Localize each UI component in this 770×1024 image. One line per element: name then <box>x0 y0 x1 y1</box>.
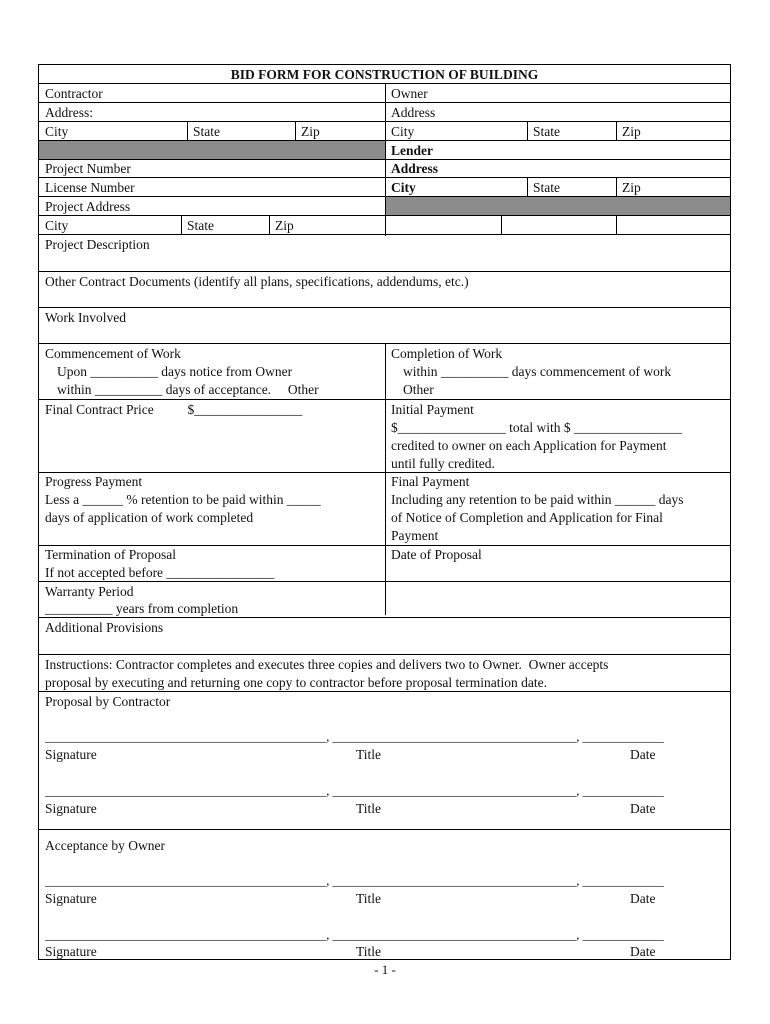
owner-zip-label: Zip <box>622 124 641 139</box>
contractor-date-label-2: Date <box>630 801 656 816</box>
lender-address-label: Address <box>391 161 439 176</box>
contractor-label: Contractor <box>45 86 103 101</box>
owner-title-label-2: Title <box>356 944 382 959</box>
contractor-signature-line-2: _____________________________________________, _______________________________________, _____________ <box>45 784 664 798</box>
project-number-label: Project Number <box>45 161 131 176</box>
progress-payment-label: Progress Payment <box>45 474 143 489</box>
owner-date-label-1: Date <box>630 891 656 906</box>
termination-label: Termination of Proposal <box>45 547 177 562</box>
owner-date-label-2: Date <box>630 944 656 959</box>
contractor-signature-line-1: _____________________________________________, _______________________________________, _____________ <box>45 730 664 744</box>
lender-state-label: State <box>533 180 560 195</box>
final-contract-price-label: Final Contract Price $________________ <box>45 402 303 417</box>
other-docs-label: Other Contract Documents (identify all plans, specifications, addendums, etc.) <box>45 274 469 289</box>
work-involved-label: Work Involved <box>45 310 127 325</box>
completion-other-line: Other <box>403 382 434 397</box>
lender-zip-label: Zip <box>622 180 641 195</box>
bid-form <box>38 64 731 960</box>
commencement-label: Commencement of Work <box>45 346 181 361</box>
contractor-signature-label-1: Signature <box>45 747 97 762</box>
completion-label: Completion of Work <box>391 346 503 361</box>
owner-signature-line-1: _____________________________________________, _______________________________________, _____________ <box>45 874 664 888</box>
additional-provisions-label: Additional Provisions <box>45 620 164 635</box>
lender-label: Lender <box>391 143 433 158</box>
termination-before-line: If not accepted before ________________ <box>45 565 275 580</box>
license-number-label: License Number <box>45 180 135 195</box>
contractor-date-label-1: Date <box>630 747 656 762</box>
owner-label: Owner <box>391 86 428 101</box>
commencement-notice-line: Upon __________ days notice from Owner <box>57 364 293 379</box>
project-zip-label: Zip <box>275 218 294 233</box>
commencement-acceptance-line: within __________ days of acceptance. Other <box>57 382 319 397</box>
initial-payment-label: Initial Payment <box>391 402 474 417</box>
contractor-title-label-2: Title <box>356 801 382 816</box>
contractor-signature-label-2: Signature <box>45 801 97 816</box>
form-title: BID FORM FOR CONSTRUCTION OF BUILDING <box>230 67 539 82</box>
progress-payment-days-line: days of application of work completed <box>45 510 254 525</box>
instructions-line-1: Instructions: Contractor completes and executes three copies and delivers two to Owner. Owner accepts <box>45 657 609 672</box>
owner-city-label: City <box>391 124 415 139</box>
warranty-years-line: __________ years from completion <box>45 601 239 616</box>
owner-signature-line-2: _____________________________________________, _______________________________________, _____________ <box>45 928 664 942</box>
owner-signature-label-2: Signature <box>45 944 97 959</box>
project-state-label: State <box>187 218 214 233</box>
page-number: - 1 - <box>374 962 396 977</box>
completion-days-line: within __________ days commencement of work <box>403 364 672 379</box>
initial-payment-amount-line: $________________ total with $ ________________ <box>391 420 682 435</box>
initial-payment-credit-line: credited to owner on each Application for Payment <box>391 438 667 453</box>
gray-separator-left <box>39 141 385 159</box>
proposal-by-contractor-label: Proposal by Contractor <box>45 694 171 709</box>
date-of-proposal-label: Date of Proposal <box>391 547 482 562</box>
gray-separator-right <box>386 197 730 215</box>
lender-city-label: City <box>391 180 416 195</box>
owner-state-label: State <box>533 124 560 139</box>
progress-payment-retention-line: Less a ______ % retention to be paid within _____ <box>45 492 321 507</box>
initial-payment-until-line: until fully credited. <box>391 456 495 471</box>
project-city-label: City <box>45 218 69 233</box>
project-address-label: Project Address <box>45 199 131 214</box>
warranty-period-label: Warranty Period <box>45 584 134 599</box>
contractor-address-label: Address: <box>45 105 93 120</box>
project-description-label: Project Description <box>45 237 150 252</box>
acceptance-by-owner-label: Acceptance by Owner <box>45 838 165 853</box>
owner-title-label-1: Title <box>356 891 382 906</box>
owner-signature-label-1: Signature <box>45 891 97 906</box>
final-payment-payment-line: Payment <box>391 528 439 543</box>
final-payment-retention-line: Including any retention to be paid within ______ days <box>391 492 684 507</box>
contractor-state-label: State <box>193 124 220 139</box>
contractor-city-label: City <box>45 124 69 139</box>
instructions-line-2: proposal by executing and returning one copy to contractor before proposal termination date. <box>45 675 547 690</box>
contractor-zip-label: Zip <box>301 124 320 139</box>
contractor-title-label-1: Title <box>356 747 382 762</box>
owner-address-label: Address <box>391 105 436 120</box>
final-payment-label: Final Payment <box>391 474 470 489</box>
final-payment-notice-line: of Notice of Completion and Application for Final <box>391 510 663 525</box>
